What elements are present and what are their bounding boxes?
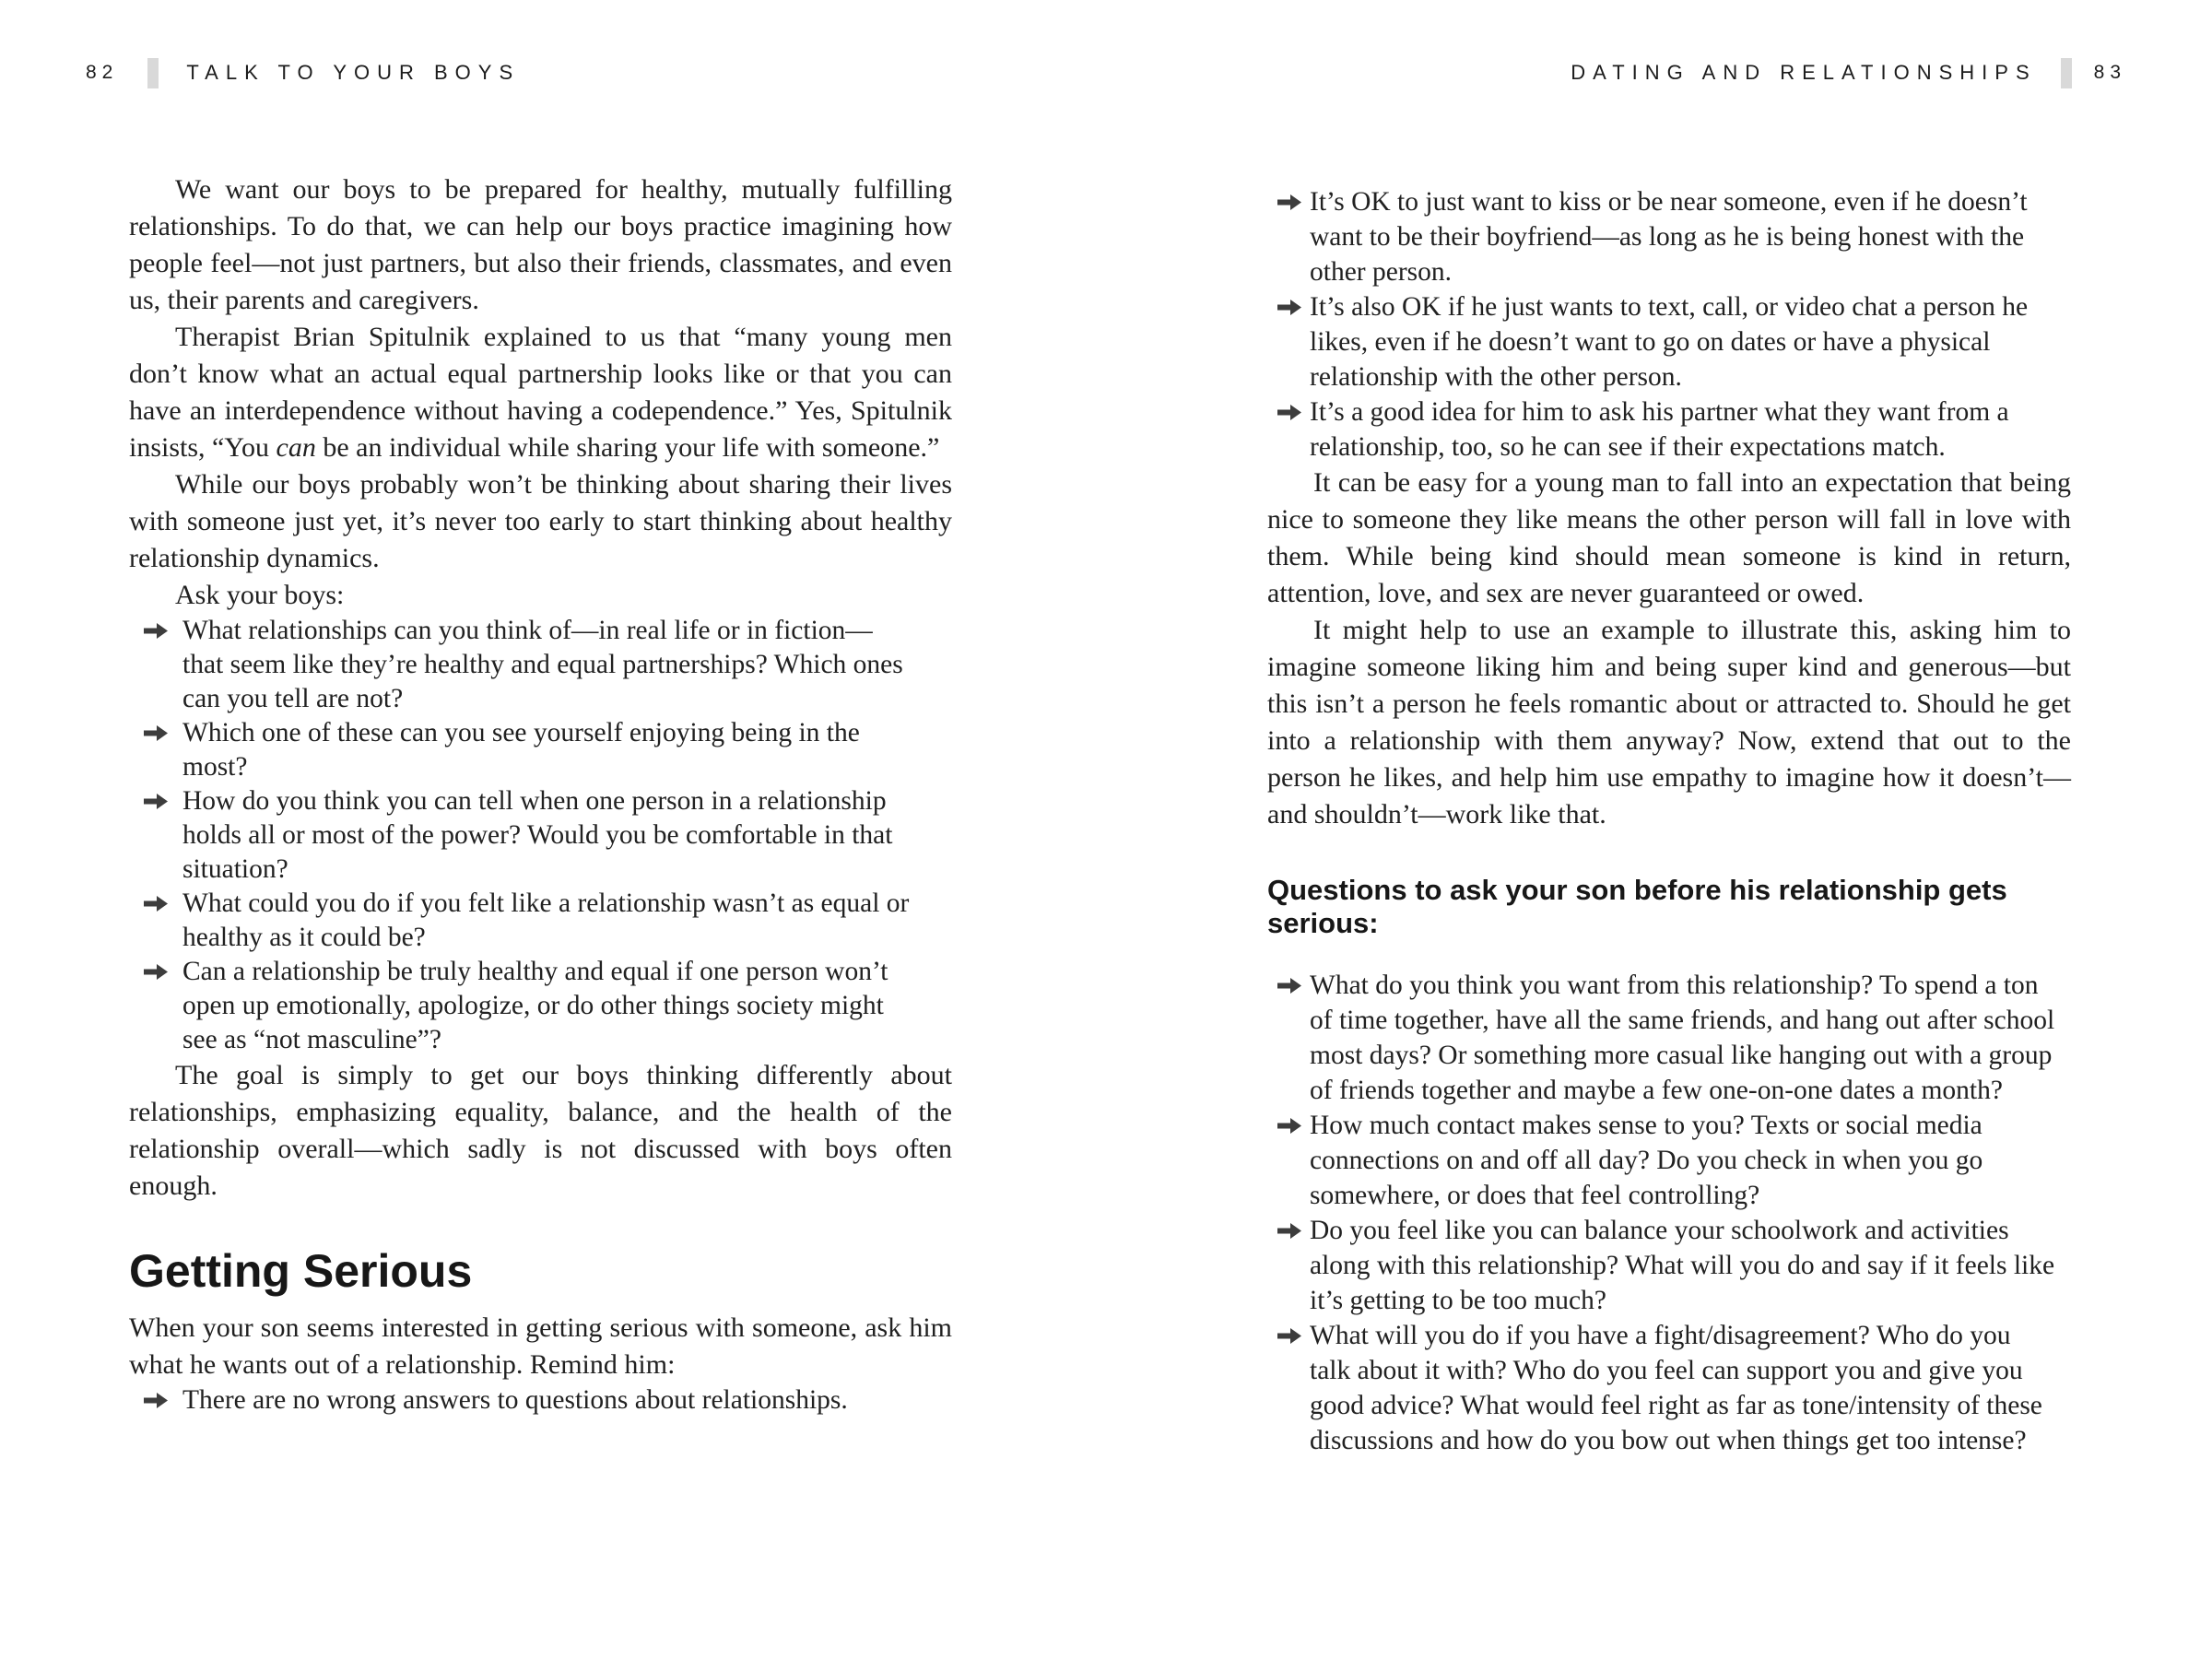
arrow-right-icon	[144, 623, 168, 639]
header-divider-bar	[147, 58, 159, 88]
list-item	[1267, 968, 2071, 1108]
list-item-text: How much contact makes sense to you? Texts or social media connections on and off all day? Do you check in when you go somewhere, or does that feel controlling?	[1310, 1111, 1983, 1210]
list-item	[1267, 1318, 2071, 1458]
arrow-right-icon	[144, 725, 168, 741]
running-title-right: DATING AND RELATIONSHIPS	[1571, 61, 2037, 84]
header-divider-bar	[2061, 58, 2072, 88]
paragraph: While our boys probably won’t be thinking about sharing their lives with someone just yet, it’s never too early to start thinking about healthy relationship dynamics.	[129, 469, 952, 573]
paragraph	[129, 319, 952, 466]
list-item-text: Can a relationship be truly healthy and equal if one person won’t open up emotionally, apologize, or do other things society might see as “not masculine”?	[182, 957, 888, 1054]
paragraph: The goal is simply to get our boys thinking differently about relationships, emphasizing equality, balance, and the health of the relationship overall—which sadly is not discussed with boys often enough.	[129, 1060, 952, 1201]
arrow-right-icon	[1277, 1223, 1301, 1239]
running-head-left	[86, 56, 520, 89]
running-head-right	[1571, 56, 2126, 89]
arrow-right-icon	[1277, 1328, 1301, 1344]
list-item-text: It’s OK to just want to kiss or be near someone, even if he doesn’t want to be their boyfriend—as long as he is being honest with the other person.	[1310, 187, 2028, 287]
arrow-right-icon	[1277, 1118, 1301, 1134]
section-heading: Getting Serious	[129, 1245, 473, 1297]
list-item	[1267, 1108, 2071, 1213]
list-item	[129, 614, 952, 716]
list-item	[129, 955, 952, 1057]
arrow-right-icon	[1277, 194, 1301, 210]
arrow-right-icon	[144, 896, 168, 912]
reminder-list	[129, 1383, 952, 1418]
left-page-text-column	[129, 171, 952, 1418]
list-item	[1267, 184, 2071, 289]
list-item-text: What could you do if you felt like a relationship wasn’t as equal or healthy as it could be?	[182, 888, 910, 952]
arrow-right-icon	[144, 1393, 168, 1408]
list-item	[1267, 289, 2071, 394]
list-item	[1267, 394, 2071, 465]
list-item	[129, 716, 952, 784]
serious-question-list	[1267, 968, 2071, 1458]
arrow-right-icon	[1277, 405, 1301, 420]
lead-in-line: Ask your boys:	[175, 580, 345, 610]
paragraph-text: be an individual while sharing your life with someone.”	[315, 432, 940, 463]
list-item-text: It’s a good idea for him to ask his partner what they want from a relationship, too, so he can see if their expectations match.	[1310, 397, 2009, 462]
page-number-right: 83	[2093, 62, 2126, 83]
paragraph: We want our boys to be prepared for healthy, mutually fulfilling relationships. To do that, we can help our boys practice imagining how people feel—not just partners, but also their friends, classmates, and even us, their parents and caregivers.	[129, 174, 952, 315]
paragraph: It might help to use an example to illustrate this, asking him to imagine someone liking him and being super kind and generous—but this isn’t a person he feels romantic about or attracted to. Should he get into a relationship with them anyway? Now, extend that out to the person he likes, and help him use empathy to imagine how it doesn’t—and shouldn’t—work like that.	[1267, 615, 2071, 830]
list-item-text: What do you think you want from this relationship? To spend a ton of time together, have all the same friends, and hang out after school most days? Or something more casual like hanging out with a group of friends together and maybe a few one-on-one dates a month?	[1310, 971, 2055, 1105]
list-item-text: What will you do if you have a fight/disagreement? Who do you talk about it with? Who do you feel can support you and give you good advice? What would feel right as far as tone/intensity of these discussions and how do you bow out when things get too intense?	[1310, 1321, 2042, 1455]
arrow-right-icon	[1277, 300, 1301, 315]
list-item-text: How do you think you can tell when one person in a relationship holds all or most of the power? Would you be comfortable in that situation?	[182, 786, 893, 884]
list-item-text: Do you feel like you can balance your schoolwork and activities along with this relationship? What will you do and say if it feels like it’s getting to be too much?	[1310, 1216, 2055, 1315]
arrow-right-icon	[1277, 978, 1301, 994]
arrow-right-icon	[144, 964, 168, 980]
paragraph: It can be easy for a young man to fall into an expectation that being nice to someone they like means the other person will fall in love with them. While being kind should mean someone is kind in return, attention, love, and sex are never guaranteed or owed.	[1267, 467, 2071, 608]
page-number-left: 82	[86, 62, 119, 83]
list-item-text: What relationships can you think of—in real life or in fiction—that seem like they’re healthy and equal partnerships? Which ones can you tell are not?	[182, 616, 903, 713]
running-title-left: TALK TO YOUR BOYS	[186, 61, 521, 84]
arrow-right-icon	[144, 794, 168, 809]
list-item	[129, 1383, 952, 1418]
list-item-text: It’s also OK if he just wants to text, call, or video chat a person he likes, even if he doesn’t want to go on dates or have a physical relationship with the other person.	[1310, 292, 2029, 392]
list-item	[129, 887, 952, 955]
list-item-text: Which one of these can you see yourself enjoying being in the most?	[182, 718, 860, 782]
right-page-text-column	[1267, 184, 2071, 1458]
reminder-list-continued	[1267, 184, 2071, 465]
subsection-heading: Questions to ask your son before his relationship gets serious:	[1267, 874, 2007, 939]
list-item-text: There are no wrong answers to questions about relationships.	[182, 1385, 848, 1415]
question-list	[129, 614, 952, 1057]
list-item	[1267, 1213, 2071, 1318]
paragraph: When your son seems interested in getting serious with someone, ask him what he wants out of a relationship. Remind him:	[129, 1312, 952, 1380]
list-item	[129, 784, 952, 887]
paragraph-text: Therapist Brian Spitulnik explained to us that “many young men don’t know what an actual equal partnership looks like or that you can have an interdependence without having a codependence.” Yes, Spitulnik insists, “You	[129, 322, 952, 463]
italic-word: can	[276, 432, 316, 463]
